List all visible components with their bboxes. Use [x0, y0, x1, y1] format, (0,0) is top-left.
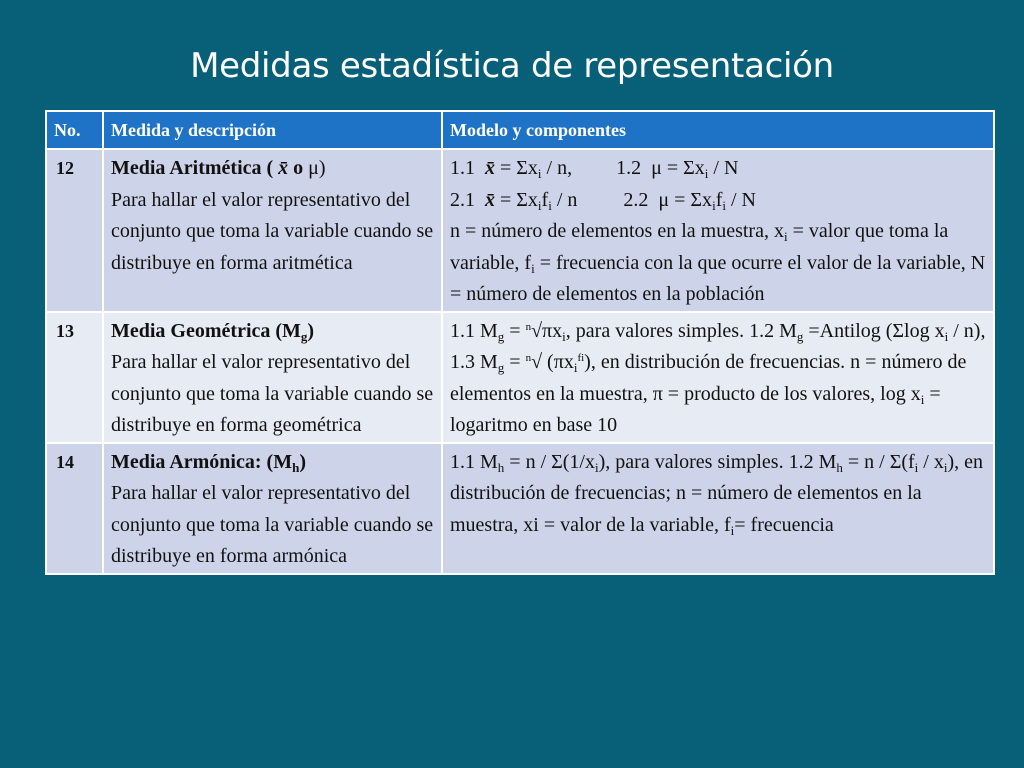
measure-cell — [103, 443, 442, 574]
measure-description: Para hallar el valor representativo del conjunto que toma la variable cuando se distribuye en forma aritmética — [111, 188, 434, 274]
model-formula: 1.1 $M_g = ^n√\pi x_i$, para valores simples. 1.2 $M_g$ =Antilog (Σlog $x_i / n$), 1.3 $M_g = ^n√$ $(\pi x_i^{fi})$, en distribución de frecuencias. n = número de elementos en la muestra, π = producto de los valores, $\log x_i$ = logaritmo en base 10 — [450, 319, 986, 436]
row-number: 13 — [46, 312, 103, 443]
table-header-row — [46, 111, 994, 149]
slide-title: Medidas estadística de representación — [190, 46, 834, 86]
measure-description: Para hallar el valor representativo del conjunto que toma la variable cuando se distribuye en forma armónica — [111, 482, 434, 567]
model-components: n = número de elementos en la muestra, $x_i$ = valor que toma la variable, $f_i$ = frecuencia con la que ocurre el valor de la variable, N = número de elementos en la población — [450, 220, 986, 305]
measure-name: Media Armónica: $(M_h)$ — [111, 450, 306, 475]
measure-name: Media Geométrica $(M_g)$ — [111, 319, 315, 344]
table-row — [46, 312, 994, 443]
measure-cell — [103, 312, 442, 443]
model-cell — [442, 149, 994, 312]
model-formula: 1.1 $M_h = n / \Sigma(1/x_i)$, para valores simples. 1.2 $M_h = n / \Sigma(f_i / x_i)$, en distribución de frecuencias; n = número de elementos en la muestra, xi = valor de la variable, $f_i=$ frecuencia — [450, 450, 984, 538]
table-row — [46, 443, 994, 574]
row-number: 12 — [46, 149, 103, 312]
formula-line-1: 1.1 x̄ = $\Sigma x_i$ / n, 1.2 $\mu = \Sigma x_i / N$ — [450, 157, 739, 181]
model-cell — [442, 312, 994, 443]
model-cell — [442, 443, 994, 574]
header-measure: Medida y descripción — [103, 111, 442, 149]
measure-name: Media Aritmética ( x̄ o μ) — [111, 157, 326, 179]
measure-description: Para hallar el valor representativo del conjunto que toma la variable cuando se distribuye en forma geométrica — [111, 351, 434, 436]
formula-line-2: 2.1 x̄ = $\Sigma x_if_i$ / n 2.2 $\mu = \Sigma x_if_i / N$ — [450, 188, 756, 213]
header-model: Modelo y componentes — [442, 111, 994, 149]
table-row — [46, 149, 994, 312]
measure-cell — [103, 149, 442, 312]
header-no: No. — [46, 111, 103, 149]
measures-table — [45, 110, 995, 575]
row-number: 14 — [46, 443, 103, 574]
